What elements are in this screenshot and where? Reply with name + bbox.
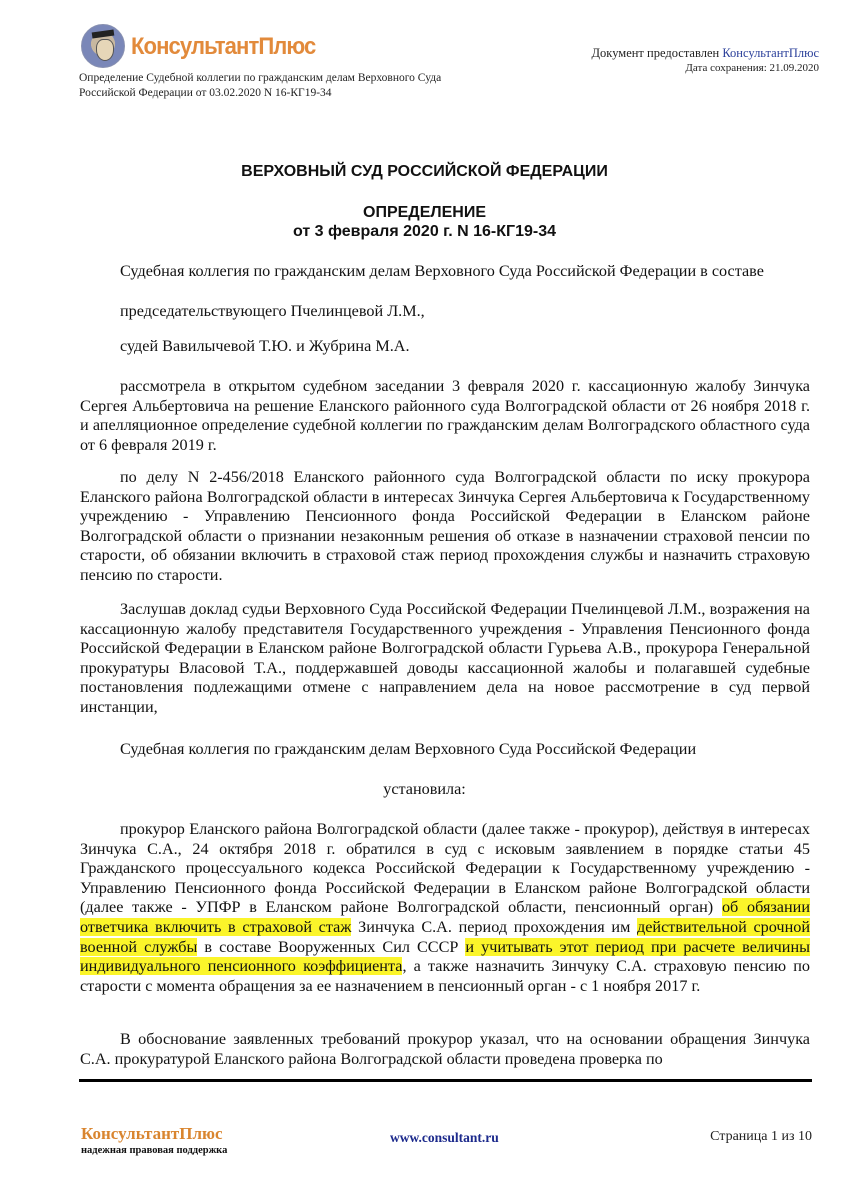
court-title: ВЕРХОВНЫЙ СУД РОССИЙСКОЙ ФЕДЕРАЦИИ [241, 163, 608, 180]
paragraph-highlighted [80, 820, 810, 996]
page-number: Страница 1 из 10 [710, 1129, 812, 1144]
highlighted-text: действительной срочной военной службы [80, 917, 810, 956]
paragraph: Заслушав доклад судьи Верховного Суда Российской Федерации Пчелинцевой Л.М., возражения на кассационную жалобу представителя Государственного учреждения - Управления Пенсионного фонда Российской Федерации в Еланском районе Волгоградской области Гурьева А.В., прокурора Генеральной прокуратуры Власовой Т.А., поддержавшей доводы кассационной жалобы и полагавшей судебные постановления подлежащими отмене с направлением дела на новое рассмотрение в суд первой инстанции, [80, 600, 810, 716]
professor-mascot-icon [81, 24, 125, 68]
paragraph: судей Вавилычевой Т.Ю. и Жубрина М.А. [120, 337, 410, 355]
doc-type: ОПРЕДЕЛЕНИЕ [363, 204, 486, 221]
paragraph: Судебная коллегия по гражданским делам Верховного Суда Российской Федерации [120, 740, 697, 758]
doc-title-line1: Определение Судебной коллегии по гражданским делам Верховного Суда [79, 72, 442, 84]
text-run: в составе Вооруженных Сил СССР [197, 937, 466, 956]
paragraph: В обоснование заявленных требований прокурор указал, что на основании обращения Зинчука С.А. прокуратурой Еланского района Волгоградской области проведена проверка по [80, 1030, 810, 1068]
logo-text: КонсультантПлюс [131, 33, 316, 60]
doc-title-line2: Российской Федерации от 03.02.2020 N 16-КГ19-34 [79, 87, 332, 99]
paragraph: Судебная коллегия по гражданским делам Верховного Суда Российской Федерации в составе [120, 262, 764, 280]
highlighted-text: и учитывать этот период при расчете величины индивидуального пенсионного коэффициента [80, 937, 810, 976]
doc-date-number: от 3 февраля 2020 г. N 16-КГ19-34 [292, 223, 556, 240]
footer-url-link[interactable]: www.consultant.ru [390, 1130, 499, 1145]
paragraph: по делу N 2-456/2018 Еланского районного суда Волгоградской области по иску прокурора Еланского района Волгоградской области в интересах Зинчука Сергея Альбертовича к Государственному учреждению - Управлению Пенсионного фонда Российской Федерации в Еланском районе Волгоградской области о признании незаконным решения об отказе в назначении страховой пенсии по старости, об обязании включить в страховой стаж период прохождения службы и назначить страховую пенсию по старости. [80, 468, 810, 584]
footer-tagline: надежная правовая поддержка [81, 1145, 228, 1156]
decision-title [0, 203, 849, 241]
highlighted-text: об обязании ответчика включить в страховой стаж [80, 898, 810, 936]
document-reference [79, 71, 441, 101]
footer-brand: КонсультантПлюс [81, 1124, 223, 1143]
save-date: Дата сохранения: 21.09.2020 [685, 62, 819, 74]
provided-prefix: Документ предоставлен [591, 46, 723, 60]
text-run: Зинчука С.А. период прохождения им [351, 917, 637, 936]
paragraph: председательствующего Пчелинцевой Л.М., [120, 302, 425, 320]
paragraph: рассмотрела в открытом судебном заседании 3 февраля 2020 г. кассационную жалобу Зинчука Сергея Альбертовича на решение Еланского районного суда Волгоградской области от 26 ноября 2018 г. и апелляционное определение судебной коллегии по гражданским делам Волгоградского областного суда от 6 февраля 2019 г. [80, 377, 810, 454]
text-run: прокурор Еланского района Волгоградской области (далее также - прокурор), действуя в интересах Зинчука С.А., 24 октября 2018 г. обратился в суд с исковым заявлением в порядке статьи 45 Гражданского процессуального кодекса Российской Федерации к Государственному учреждению - Управлению Пенсионного фонда Российской Федерации в Еланском районе Волгоградской области (далее также - УПФР в Еланском районе Волгоградской области, пенсионный орган) [80, 820, 810, 917]
page-header [79, 24, 819, 104]
provided-by-block [592, 46, 819, 76]
footer-divider [79, 1079, 812, 1082]
provided-brand-link[interactable]: КонсультантПлюс [722, 46, 819, 60]
established-heading: установила: [383, 780, 466, 798]
consultant-logo [81, 24, 321, 74]
text-run: , а также назначить Зинчуку С.А. страховую пенсию по старости с момента обращения за ее назначением в пенсионный орган - с 1 ноября 2017 г. [80, 957, 810, 995]
